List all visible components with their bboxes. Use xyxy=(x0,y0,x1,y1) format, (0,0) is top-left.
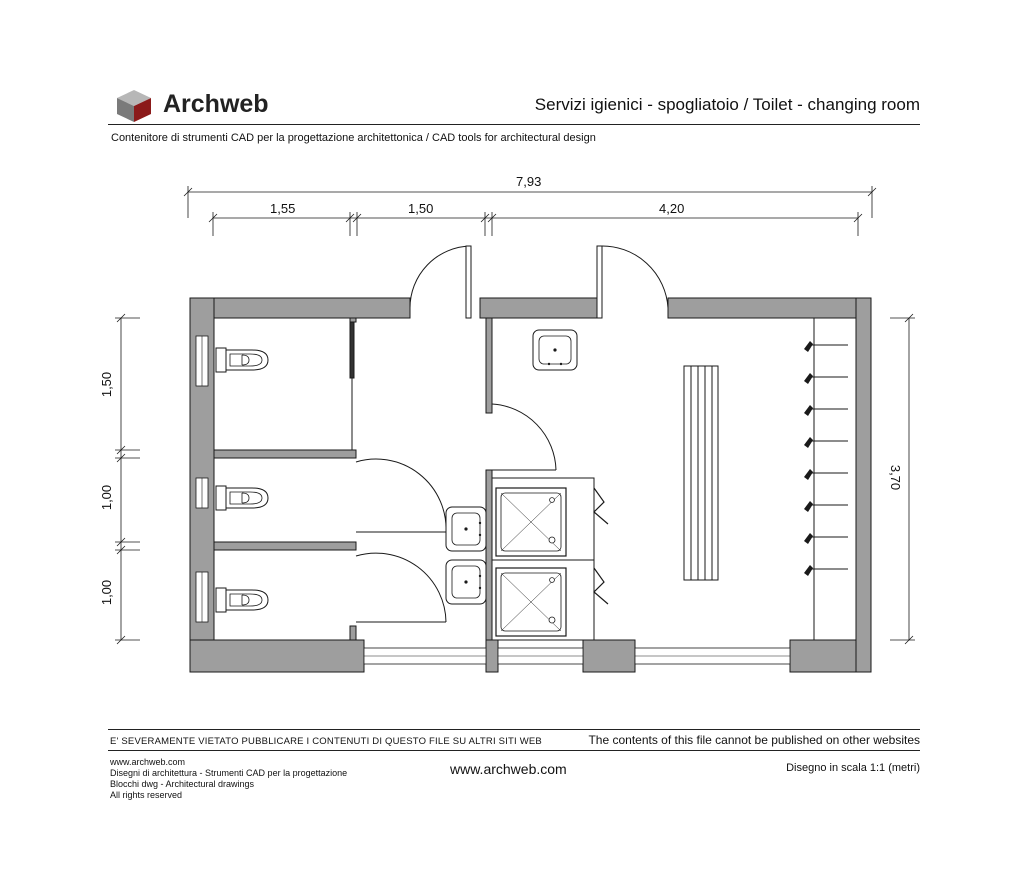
warning-italian: E' SEVERAMENTE VIETATO PUBBLICARE I CONTENUTI DI QUESTO FILE SU ALTRI SITI WEB xyxy=(110,736,542,747)
footer-rule-2 xyxy=(108,750,920,751)
page-title: Servizi igienici - spogliatoio / Toilet - changing room xyxy=(534,95,920,114)
brand-name: Archweb xyxy=(163,90,269,118)
footer-line: Blocchi dwg - Architectural drawings xyxy=(110,779,255,789)
coat-hooks xyxy=(804,341,848,576)
shower-1-icon xyxy=(496,488,566,556)
footer-scale: Disegno in scala 1:1 (metri) xyxy=(786,762,920,774)
page-subtitle: Contenitore di strumenti CAD per la progettazione architettonica / CAD tools for architectural design xyxy=(111,132,596,144)
toilet-3-icon xyxy=(216,588,268,612)
footer-rule xyxy=(108,729,920,730)
dim-seg-2: 1,50 xyxy=(408,201,434,216)
footer-url[interactable]: www.archweb.com xyxy=(450,761,567,777)
dim-left-2: 1,00 xyxy=(99,484,115,511)
dim-total-width: 7,93 xyxy=(516,174,542,189)
toilet-2-icon xyxy=(216,486,268,510)
warning-english: The contents of this file cannot be published on other websites xyxy=(588,733,920,747)
footer-line: All rights reserved xyxy=(110,790,183,800)
dim-seg-1: 1,55 xyxy=(270,201,296,216)
toilet-1-icon xyxy=(216,348,268,372)
footer-line: www.archweb.com xyxy=(110,757,186,767)
dim-left-3: 1,00 xyxy=(99,579,115,606)
sink-2-icon xyxy=(446,560,486,604)
dim-left-1: 1,50 xyxy=(99,371,115,398)
footer-line: Disegni di architettura - Strumenti CAD per la progettazione xyxy=(110,768,348,778)
shower-2-icon xyxy=(496,568,566,636)
sink-1-icon xyxy=(446,507,486,551)
dim-seg-3: 4,20 xyxy=(659,201,685,216)
footer-info xyxy=(110,757,347,801)
dim-right-height: 3,70 xyxy=(888,464,904,491)
